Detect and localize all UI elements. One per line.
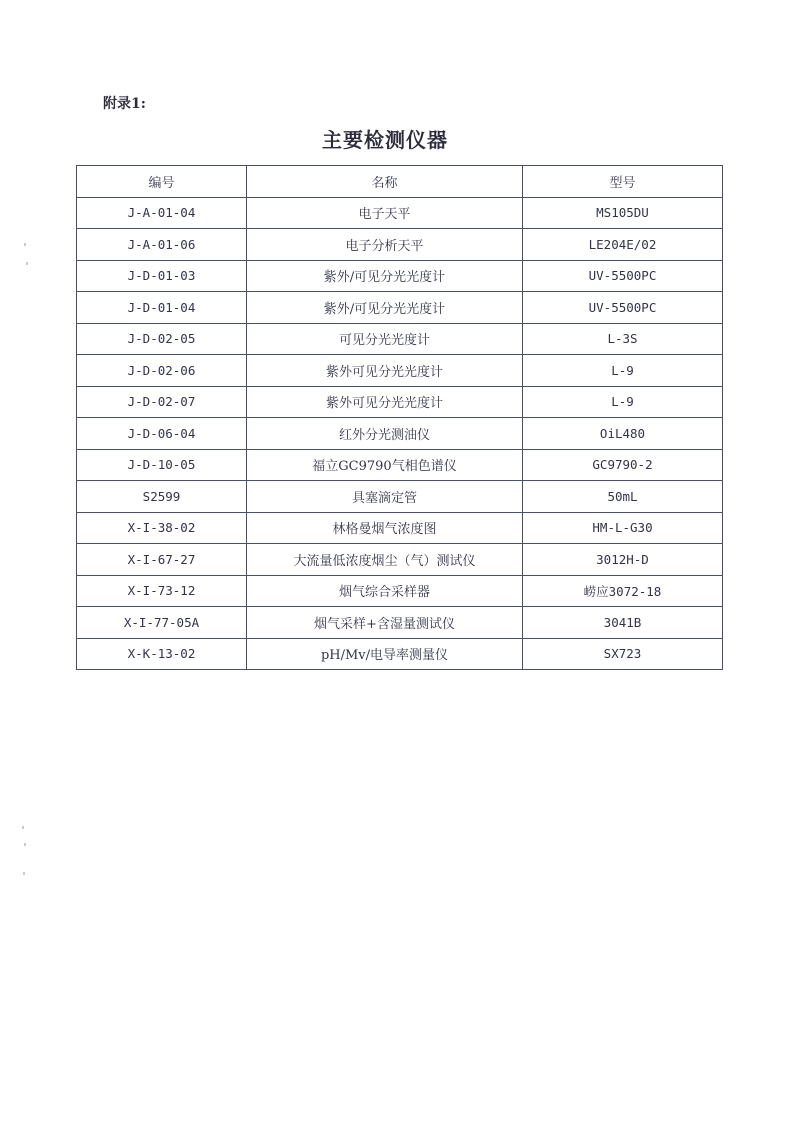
cell-model: OiL480 [523,418,723,450]
cell-name: 具塞滴定管 [247,481,523,513]
table-row [77,449,723,481]
table-row [77,481,723,513]
cell-number: J-D-06-04 [77,418,247,450]
cell-name: 烟气综合采样器 [247,575,523,607]
cell-number: J-D-01-03 [77,260,247,292]
scan-speck [26,262,28,265]
table-row [77,355,723,387]
scan-speck [24,243,26,246]
cell-model: LE204E/02 [523,229,723,261]
table-row [77,197,723,229]
cell-number: S2599 [77,481,247,513]
cell-model: L-9 [523,355,723,387]
cell-name: 紫外/可见分光光度计 [247,292,523,324]
cell-model: HM-L-G30 [523,512,723,544]
table-row [77,544,723,576]
cell-model: UV-5500PC [523,260,723,292]
cell-number: J-D-02-06 [77,355,247,387]
scan-speck [22,826,24,829]
cell-number: J-D-01-04 [77,292,247,324]
appendix-label: 附录1: [103,96,146,112]
table-row [77,292,723,324]
cell-name: 林格曼烟气浓度图 [247,512,523,544]
table-header-row [77,166,723,198]
cell-name: 烟气采样+含湿量测试仪 [247,607,523,639]
table-row [77,607,723,639]
instrument-table [76,165,723,670]
cell-model: L-9 [523,386,723,418]
cell-model: L-3S [523,323,723,355]
table-row [77,260,723,292]
cell-number: X-I-38-02 [77,512,247,544]
cell-model: 3012H-D [523,544,723,576]
page-title: 主要检测仪器 [322,128,448,152]
scan-speck [23,872,25,875]
table-row [77,229,723,261]
cell-name: 电子天平 [247,197,523,229]
table-row [77,323,723,355]
cell-model: SX723 [523,638,723,670]
column-header-name: 名称 [247,166,523,198]
cell-number: X-I-77-05A [77,607,247,639]
cell-name: 大流量低浓度烟尘（气）测试仪 [247,544,523,576]
cell-number: X-I-73-12 [77,575,247,607]
cell-number: X-K-13-02 [77,638,247,670]
scan-speck [24,843,26,846]
column-header-number: 编号 [77,166,247,198]
cell-name: 紫外可见分光光度计 [247,355,523,387]
table-row [77,638,723,670]
cell-number: J-D-10-05 [77,449,247,481]
cell-model: 3041B [523,607,723,639]
cell-number: J-D-02-05 [77,323,247,355]
table-row [77,575,723,607]
column-header-model: 型号 [523,166,723,198]
table-row [77,418,723,450]
table-row [77,386,723,418]
cell-model: UV-5500PC [523,292,723,324]
cell-number: J-A-01-06 [77,229,247,261]
cell-model: GC9790-2 [523,449,723,481]
cell-name: 紫外/可见分光光度计 [247,260,523,292]
cell-name: pH/Mv/电导率测量仪 [247,638,523,670]
cell-name: 福立GC9790气相色谱仪 [247,449,523,481]
cell-name: 电子分析天平 [247,229,523,261]
cell-model: MS105DU [523,197,723,229]
table-row [77,512,723,544]
cell-number: J-D-02-07 [77,386,247,418]
cell-name: 红外分光测油仪 [247,418,523,450]
cell-number: J-A-01-04 [77,197,247,229]
cell-model: 崂应3072-18 [523,575,723,607]
cell-model: 50mL [523,481,723,513]
cell-number: X-I-67-27 [77,544,247,576]
cell-name: 可见分光光度计 [247,323,523,355]
cell-name: 紫外可见分光光度计 [247,386,523,418]
